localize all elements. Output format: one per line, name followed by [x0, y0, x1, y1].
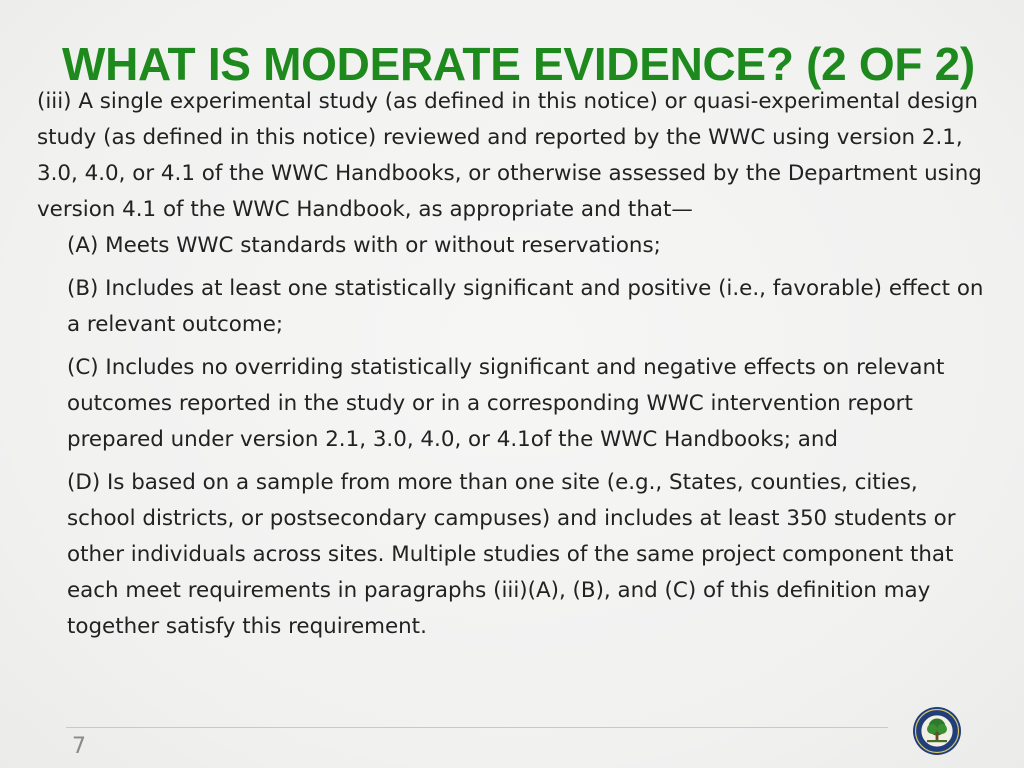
criterion-c: (C) Includes no overriding statistically significant and negative effects on relevant outcomes reported in the study or in a corresponding WWC intervention report prepared under version 2.1, 3.0, 4.0, or 4.1of the WWC Handbooks; and [67, 355, 945, 452]
criterion-d: (D) Is based on a sample from more than one site (e.g., States, counties, cities, school districts, or postsecondary campuses) and includes at least 350 students or other individuals across sites. Multiple studies of the same project component that each meet requirements in paragraphs (iii)(A), (B), and (C) of this definition may together satisfy this requirement. [67, 470, 956, 639]
slide-body [37, 84, 987, 652]
footer-divider [66, 727, 888, 728]
criterion-a: (A) Meets WWC standards with or without reservations; [67, 233, 661, 258]
slide-title: WHAT IS MODERATE EVIDENCE? (2 OF 2) [62, 38, 975, 90]
department-of-education-seal-icon [912, 706, 962, 756]
intro-paragraph: (iii) A single experimental study (as defined in this notice) or quasi-experimental design study (as defined in this notice) reviewed and reported by the WWC using version 2.1, 3.0, 4.0, or 4.1 of the WWC Handbooks, or otherwise assessed by the Department using version 4.1 of the WWC Handbook, as appropriate and that— [37, 89, 982, 222]
criterion-b: (B) Includes at least one statistically significant and positive (i.e., favorable) effect on a relevant outcome; [67, 276, 984, 337]
page-number: 7 [72, 734, 86, 759]
